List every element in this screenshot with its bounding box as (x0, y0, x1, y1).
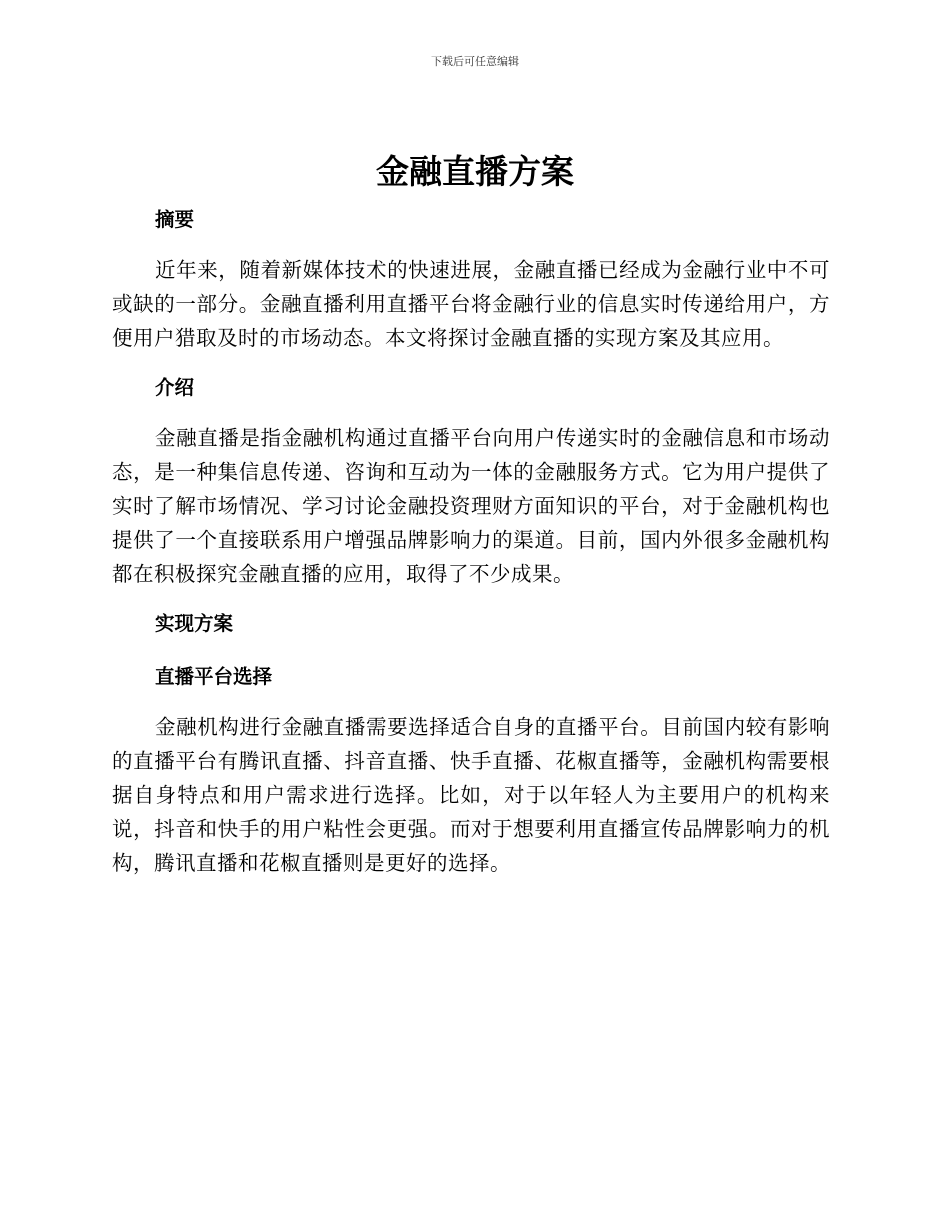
section-heading-abstract: 摘要 (155, 208, 195, 231)
document-body (112, 200, 830, 893)
section-paragraph-introduction: 金融直播是指金融机构通过直播平台向用户传递实时的金融信息和市场动态，是一种集信息传递、咨询和互动为一体的金融服务方式。它为用户提供了实时了解市场情况、学习讨论金融投资理财方面知识的平台，对于金融机构也提供了一个直接联系用户增强品牌影响力的渠道。目前，国内外很多金融机构都在积极探究金融直播的应用，取得了不少成果。 (112, 426, 830, 586)
section-paragraph-abstract: 近年来，随着新媒体技术的快速进展，金融直播已经成为金融行业中不可或缺的一部分。金融直播利用直播平台将金融行业的信息实时传递给用户，方便用户猎取及时的市场动态。本文将探讨金融直播的实现方案及其应用。 (112, 258, 830, 350)
header-note: 下载后可任意编辑 (431, 55, 519, 68)
section-heading-implementation: 实现方案 (155, 612, 234, 635)
document-title: 金融直播方案 (376, 152, 574, 191)
section-paragraph-platform-selection: 金融机构进行金融直播需要选择适合自身的直播平台。目前国内较有影响的直播平台有腾讯直播、抖音直播、快手直播、花椒直播等，金融机构需要根据自身特点和用户需求进行选择。比如，对于以年轻人为主要用户的机构来说，抖音和快手的用户粘性会更强。而对于想要利用直播宣传品牌影响力的机构，腾讯直播和花椒直播则是更好的选择。 (112, 715, 830, 875)
section-heading-platform-selection: 直播平台选择 (155, 665, 273, 688)
section-heading-introduction: 介绍 (155, 376, 195, 399)
